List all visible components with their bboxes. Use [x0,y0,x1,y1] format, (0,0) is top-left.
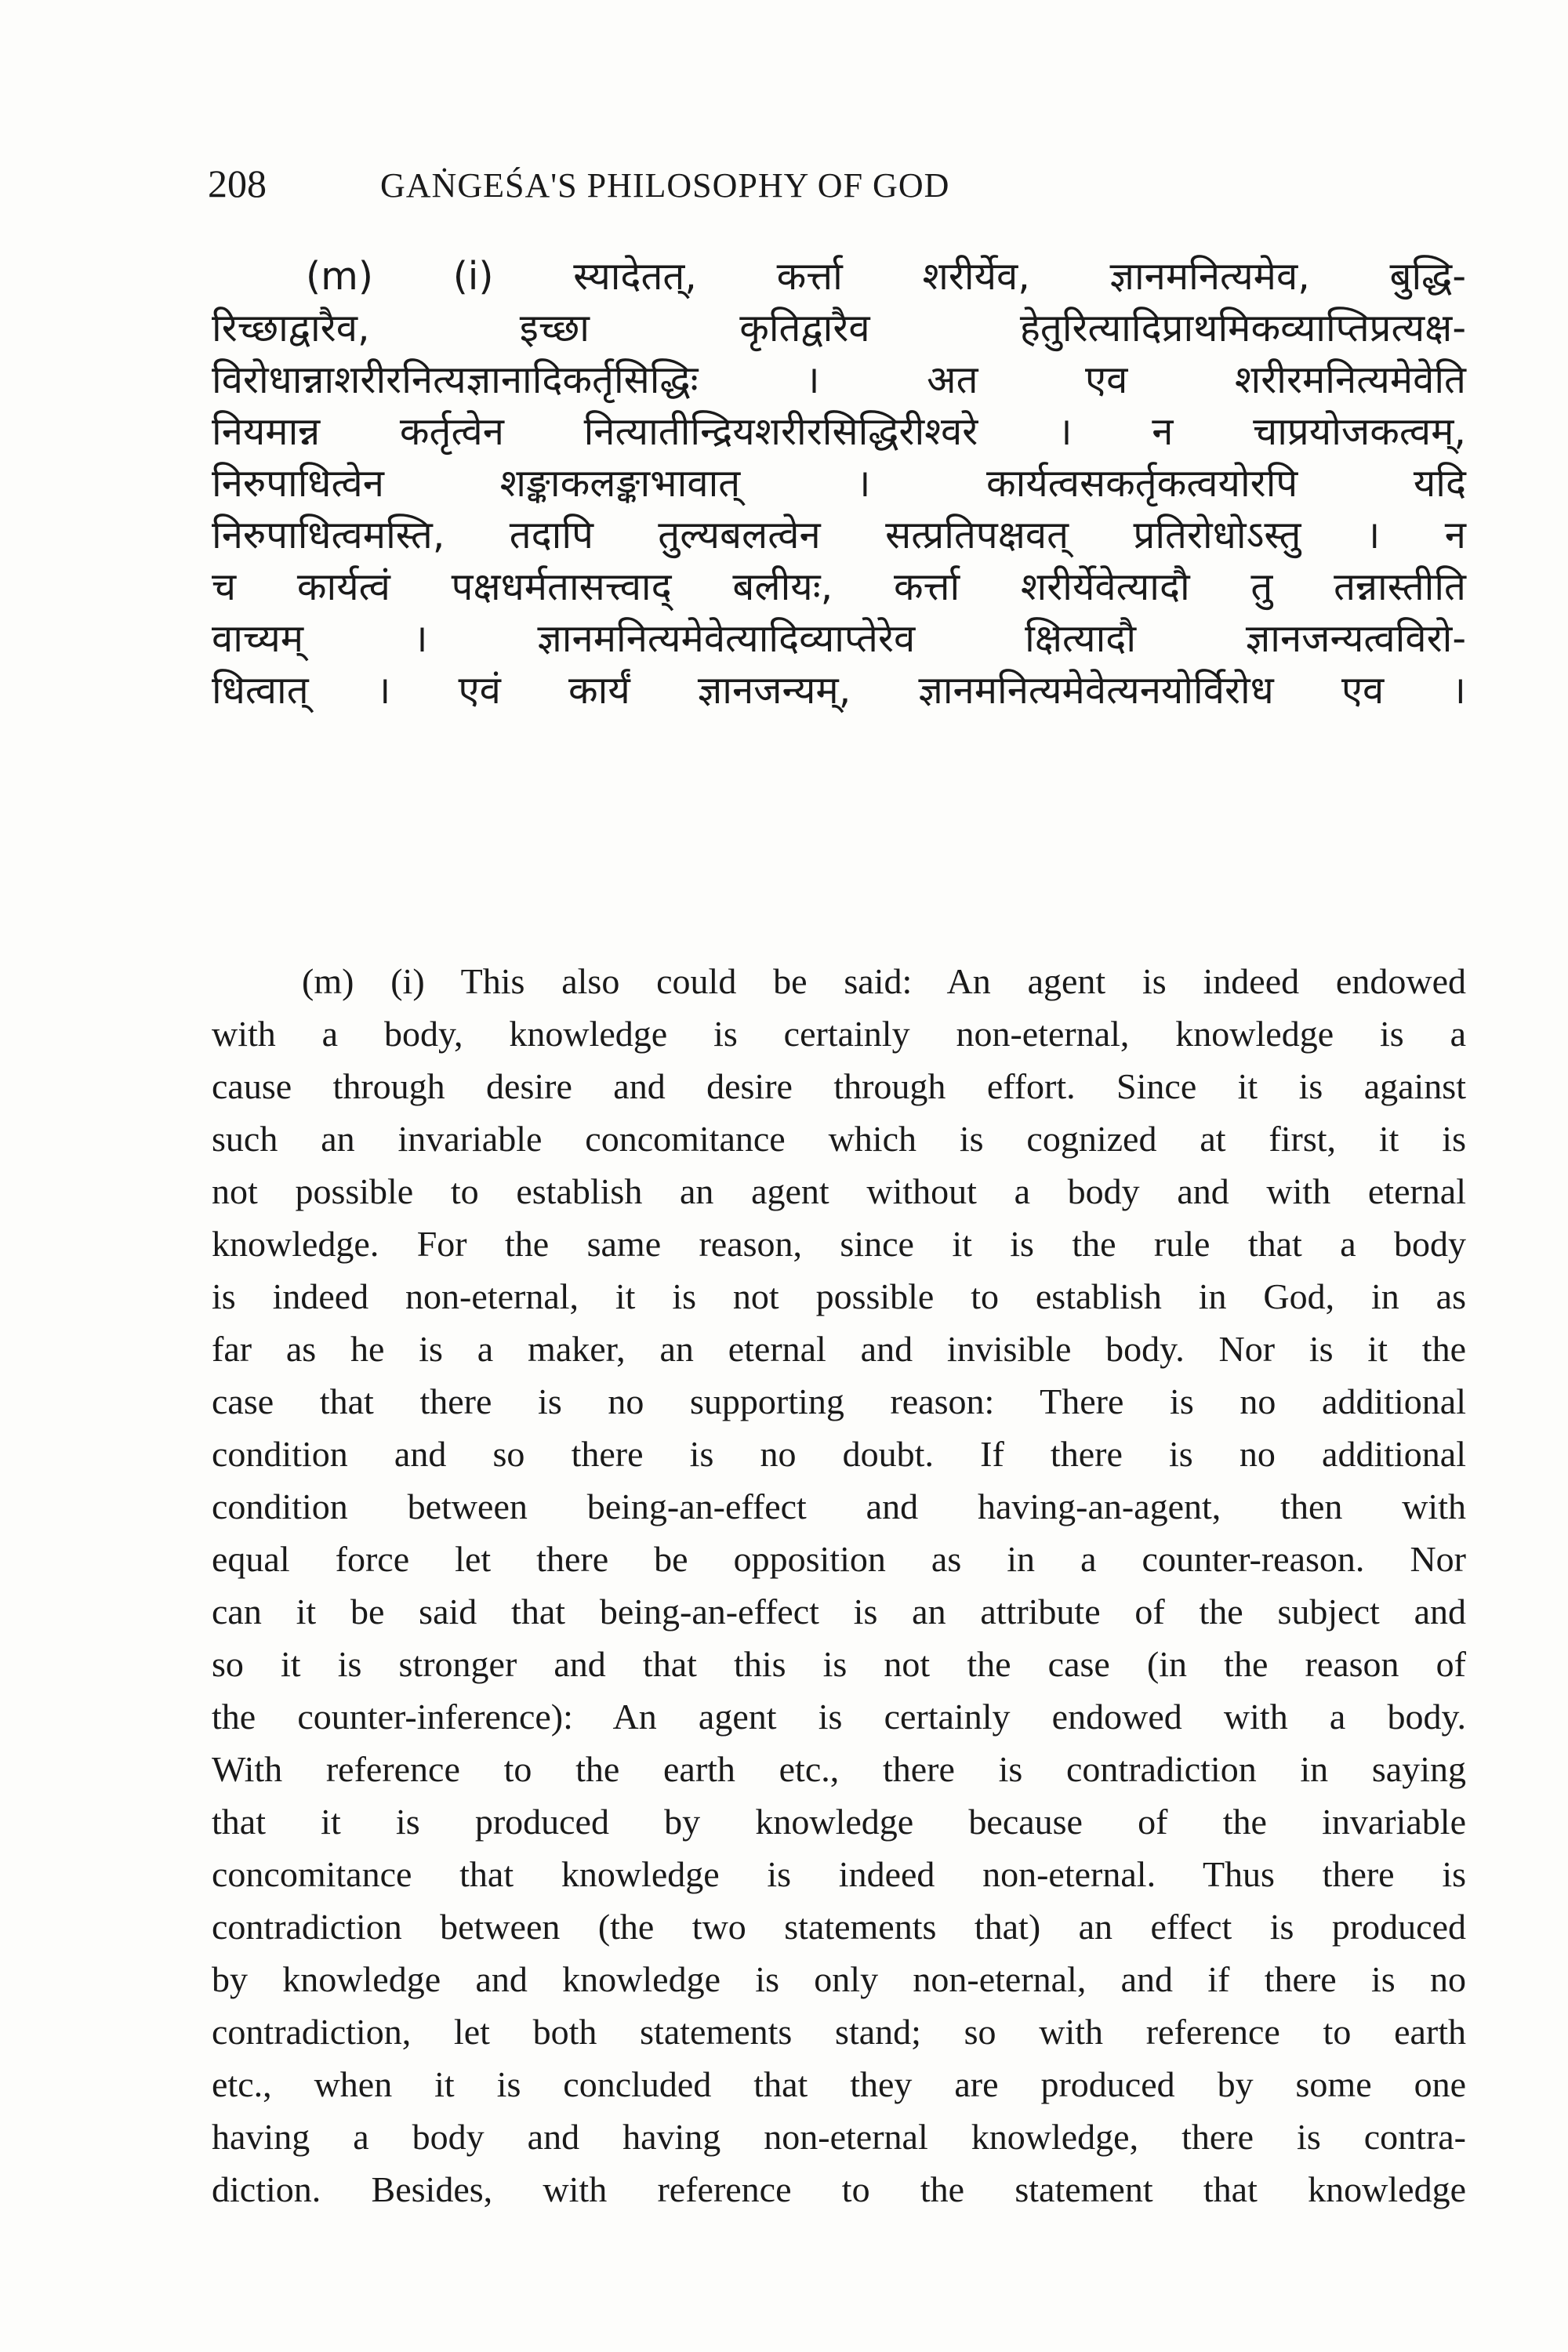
translation-line: contradiction, let both statements stand; so with reference to earth [212,2012,1466,2052]
translation-line: etc., when it is concluded that they are produced by some one [212,2064,1466,2104]
translation-line: having a body and having non-eternal knowledge, there is contra- [212,2117,1466,2157]
translation-line: With reference to the earth etc., there is contradiction in saying [212,1749,1466,1789]
sanskrit-line: च कार्यत्वं पक्षधर्मतासत्त्वाद् बलीयः, कर्त्ता शरीर्येवेत्यादौ तु तन्नास्तीति [212,564,1466,609]
translation-line: that it is produced by knowledge because of the invariable [212,1802,1466,1842]
translation-line: not possible to establish an agent without a body and with eternal [212,1171,1466,1211]
running-head [208,161,1462,216]
sanskrit-line: निरुपाधित्वमस्ति, तदापि तुल्यबलत्वेन सत्प्रतिपक्षवत् प्रतिरोधोऽस्तु । न [212,513,1466,557]
running-title: GAṄGEŚA'S PHILOSOPHY OF GOD [380,166,950,205]
translation-line: diction. Besides, with reference to the statement that knowledge [212,2169,1466,2209]
translation-line: so it is stronger and that this is not the case (in the reason of [212,1644,1466,1684]
translation-line: (m) (i) This also could be said: An agent is indeed endowed [302,961,1466,1001]
translation-line: cause through desire and desire through effort. Since it is against [212,1066,1466,1106]
translation-line: equal force let there be opposition as in a counter-reason. Nor [212,1539,1466,1579]
translation-line: case that there is no supporting reason: There is no additional [212,1381,1466,1421]
translation-line: far as he is a maker, an eternal and invisible body. Nor is it the [212,1329,1466,1369]
translation-line: knowledge. For the same reason, since it is the rule that a body [212,1224,1466,1264]
translation-line: can it be said that being-an-effect is an attribute of the subject and [212,1592,1466,1632]
translation-line: such an invariable concomitance which is cognized at first, it is [212,1119,1466,1159]
sanskrit-line: (m) (i) स्यादेतत्, कर्त्ता शरीर्येव, ज्ञानमनित्यमेव, बुद्धि- [306,254,1466,299]
translation-line: is indeed non-eternal, it is not possible to establish in God, in as [212,1276,1466,1316]
translation-line: by knowledge and knowledge is only non-eternal, and if there is no [212,1959,1466,1999]
sanskrit-passage [212,251,1466,717]
translation-line: condition and so there is no doubt. If there is no additional [212,1434,1466,1474]
sanskrit-line: विरोधान्नाशरीरनित्यज्ञानादिकर्तृसिद्धिः । अत एव शरीरमनित्यमेवेति [212,358,1466,402]
page-number: 208 [208,162,267,205]
translation-line: contradiction between (the two statements that) an effect is produced [212,1907,1466,1947]
sanskrit-line: धित्वात् । एवं कार्यं ज्ञानजन्यम्, ज्ञानमनित्यमेवेत्यनयोर्विरोध एव । [212,668,1466,713]
english-translation [212,955,1466,2216]
sanskrit-line: रिच्छाद्वारैव, इच्छा कृतिद्वारैव हेतुरित्यादिप्राथमिकव्याप्तिप्रत्यक्ष- [212,306,1466,350]
translation-line: with a body, knowledge is certainly non-eternal, knowledge is a [212,1014,1466,1054]
translation-line: the counter-inference): An agent is certainly endowed with a body. [212,1697,1466,1737]
translation-line: condition between being-an-effect and having-an-agent, then with [212,1486,1466,1526]
sanskrit-line: वाच्यम् । ज्ञानमनित्यमेवेत्यादिव्याप्तेरेव क्षित्यादौ ज्ञानजन्यत्वविरो- [212,616,1466,661]
translation-line: concomitance that knowledge is indeed non-eternal. Thus there is [212,1854,1466,1894]
sanskrit-line: निरुपाधित्वेन शङ्काकलङ्काभावात् । कार्यत्वसकर्तृकत्वयोरपि यदि [212,461,1466,506]
sanskrit-line: नियमान्न कर्तृत्वेन नित्यातीन्द्रियशरीरसिद्धिरीश्वरे । न चाप्रयोजकत्वम्, [212,409,1466,454]
